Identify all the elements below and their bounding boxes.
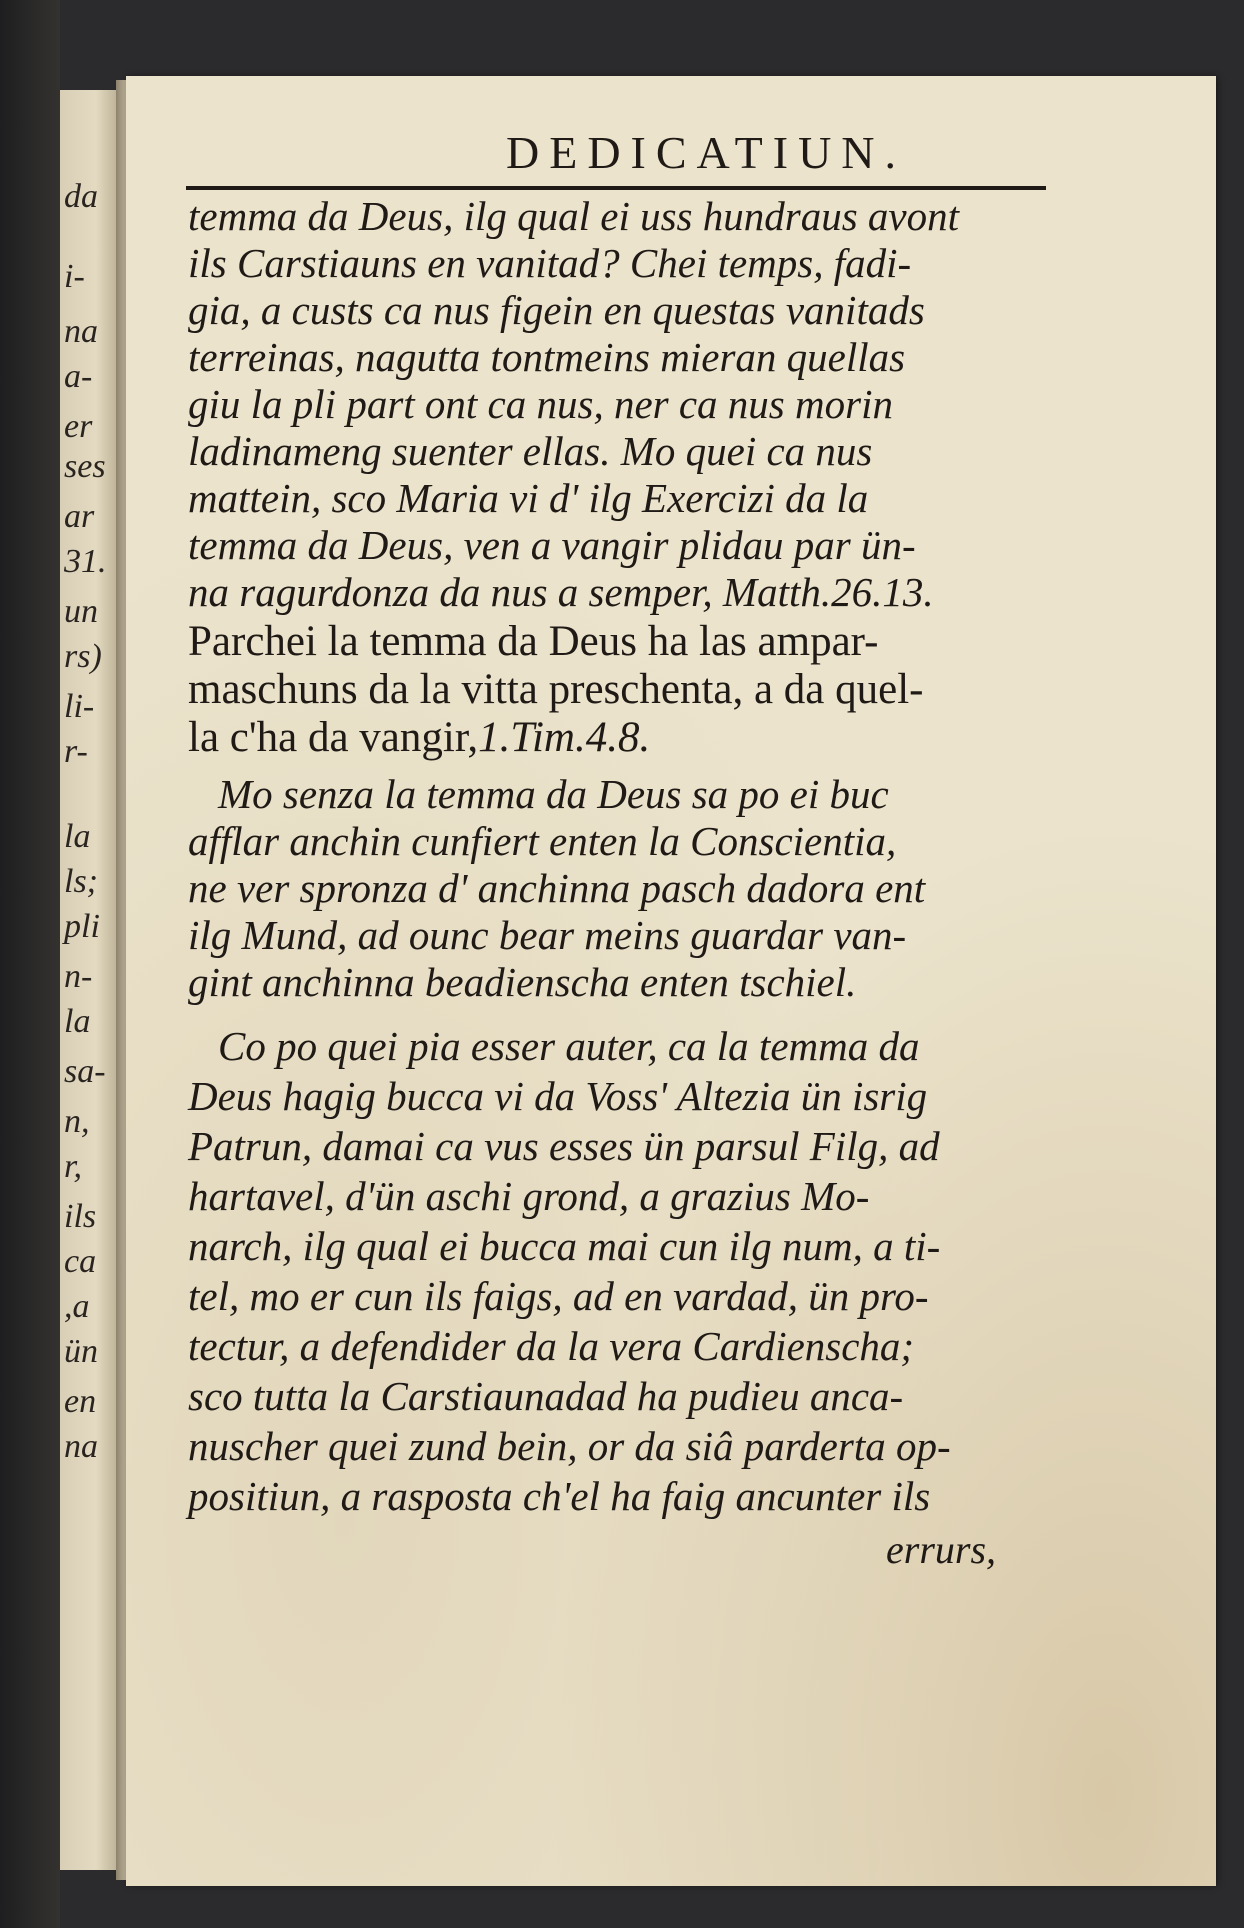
text-line-roman (188, 716, 1048, 759)
text-line: Deus hagig bucca vi da Voss' Altezia ün isrig (188, 1073, 928, 1119)
scan-background (0, 0, 60, 1928)
margin-fragment: ,a (64, 1288, 90, 1325)
margin-fragment: li- (64, 688, 95, 725)
text-line: ne ver spronza d' anchinna pasch dadora ent (188, 865, 926, 911)
margin-fragment: un (64, 593, 98, 630)
margin-fragment: er (64, 408, 93, 445)
text-line: Mo senza la temma da Deus sa po ei buc (218, 771, 889, 817)
book-page (126, 76, 1216, 1886)
text-line: tectur, a defendider da la vera Cardienscha; (188, 1323, 915, 1369)
text-line: mattein, sco Maria vi d' ilg Exercizi da la (188, 475, 869, 521)
margin-fragment: ls; (64, 863, 98, 900)
text-line: gint anchinna beadienscha enten tschiel. (188, 959, 857, 1005)
text-line: terreinas, nagutta tontmeins mieran quellas (188, 334, 906, 380)
text-line: positiun, a rasposta ch'el ha faig ancunter ils (188, 1473, 931, 1519)
margin-fragment: na (64, 313, 98, 350)
margin-fragment: 31. (64, 543, 107, 580)
margin-fragment: la (64, 1003, 91, 1040)
margin-fragment: r- (64, 733, 88, 770)
margin-fragment: na (64, 1428, 98, 1465)
text-line: ladinameng suenter ellas. Mo quei ca nus (188, 428, 873, 474)
text-line: temma da Deus, ilg qual ei uss hundraus avont (188, 193, 959, 239)
text-line: ilg Mund, ad ounc bear meins guardar van- (188, 912, 907, 958)
text-line: sco tutta la Carstiaunadad ha pudieu anca- (188, 1373, 904, 1419)
margin-fragment: ar (64, 498, 95, 535)
text-line: temma da Deus, ven a vangir plidau par ün- (188, 522, 916, 568)
text-line: na ragurdonza da nus a semper, Matth.26.13. (188, 569, 934, 615)
margin-fragment: n- (64, 958, 93, 995)
margin-fragment: ün (64, 1333, 98, 1370)
text-line: nuscher quei zund bein, or da siâ parderta op- (188, 1423, 951, 1469)
margin-fragment: r, (64, 1148, 82, 1185)
margin-fragment: n, (64, 1103, 90, 1140)
margin-fragment: da (64, 178, 98, 215)
previous-page-edge (60, 90, 120, 1870)
running-head: DEDICATIUN. (506, 127, 907, 178)
roman-text: la c'ha da vangir, (188, 714, 479, 761)
text-line-roman: maschuns da la vitta preschenta, a da quel- (188, 666, 924, 713)
text-line: tel, mo er cun ils faigs, ad en vardad, ün pro- (188, 1273, 929, 1319)
text-line-roman: Parchei la temma da Deus ha las ampar- (188, 618, 879, 665)
margin-fragment: ca (64, 1243, 97, 1280)
margin-fragment: rs) (64, 638, 102, 675)
margin-fragment: la (64, 818, 91, 855)
text-line: giu la pli part ont ca nus, ner ca nus morin (188, 381, 893, 427)
margin-fragment: ses (64, 448, 106, 485)
scripture-reference: 1.Tim.4.8. (478, 714, 651, 761)
catchword: errurs, (886, 1527, 997, 1572)
text-line: hartavel, d'ün aschi grond, a grazius Mo- (188, 1173, 870, 1219)
margin-fragment: ils (64, 1198, 97, 1235)
margin-fragment: i- (64, 258, 85, 295)
margin-fragment: en (64, 1383, 97, 1420)
margin-fragment: pli (64, 908, 100, 945)
text-line: gia, a custs ca nus figein en questas vanitads (188, 287, 925, 333)
text-line: ils Carstiauns en vanitad? Chei temps, fadi- (188, 240, 912, 286)
text-line: narch, ilg qual ei bucca mai cun ilg num, a ti- (188, 1223, 941, 1269)
margin-fragment: a- (64, 358, 93, 395)
text-line: afflar anchin cunfiert enten la Conscientia, (188, 818, 897, 864)
text-line: Patrun, damai ca vus esses ün parsul Filg, ad (188, 1123, 940, 1169)
header-rule (186, 186, 1046, 190)
text-line: Co po quei pia esser auter, ca la temma da (218, 1023, 920, 1069)
margin-fragment: sa- (64, 1053, 106, 1090)
